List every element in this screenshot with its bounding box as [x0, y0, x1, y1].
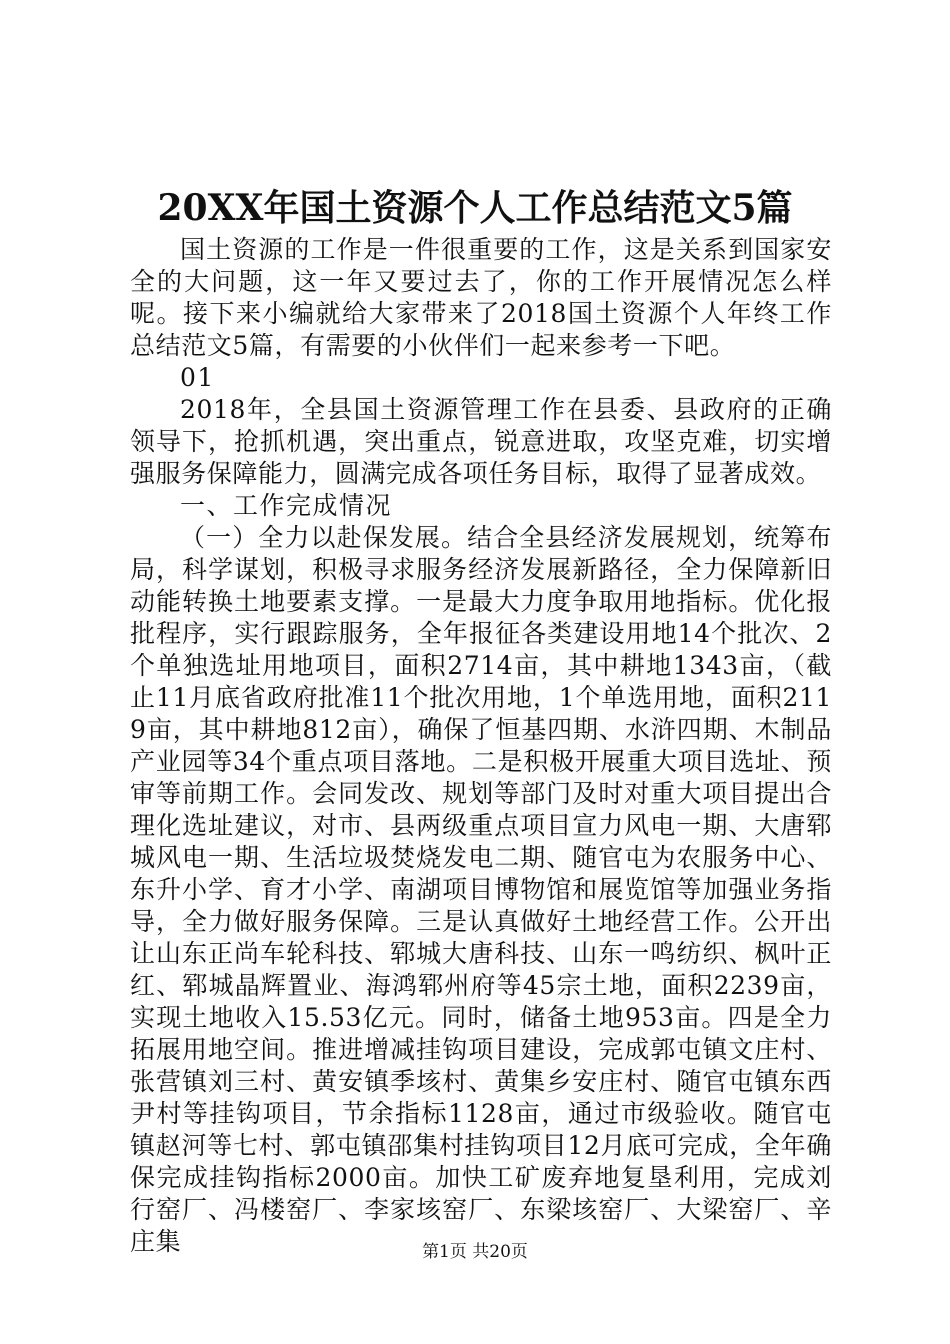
page-footer: 第1页 共20页 — [422, 1242, 528, 1262]
document-body — [130, 234, 832, 1258]
body-paragraph: （一）全力以赴保发展。结合全县经济发展规划，统筹布局，科学谋划，积极寻求服务经济发展新路径，全力保障新旧动能转换土地要素支撑。一是最大力度争取用地指标。优化报批程序，实行跟踪服务，全年报征各类建设用地14个批次、2个单独选址用地项目，面积2714亩，其中耕地1343亩，（截止11月底省政府批准11个批次用地，1个单选用地，面积2119亩，其中耕地812亩），确保了恒基四期、水浒四期、木制品产业园等34个重点项目落地。二是积极开展重大项目选址、预审等前期工作。会同发改、规划等部门及时对重大项目提出合理化选址建议，对市、县两级重点项目宣力风电一期、大唐郓城风电一期、生活垃圾焚烧发电二期、随官屯为农服务中心、东升小学、育才小学、南湖项目博物馆和展览馆等加强业务指导，全力做好服务保障。三是认真做好土地经营工作。公开出让山东正尚车轮科技、郓城大唐科技、山东一鸣纺织、枫叶正红、郓城晶辉置业、海鸿郓州府等45宗土地，面积2239亩，实现土地收入15.53亿元。同时，储备土地953亩。四是全力拓展用地空间。推进增减挂钩项目建设，完成郭屯镇文庄村、张营镇刘三村、黄安镇季垓村、黄集乡安庄村、随官屯镇东西尹村等挂钩项目，节余指标1128亩，通过市级验收。随官屯镇赵河等七村、郭屯镇邵集村挂钩项目12月底可完成，全年确保完成挂钩指标2000亩。加快工矿废弃地复垦利用，完成刘行窑厂、冯楼窑厂、李家垓窑厂、东梁垓窑厂、大梁窑厂、辛庄集 — [130, 523, 832, 1256]
document-title: 20XX年国土资源个人工作总结范文5篇 — [157, 187, 793, 229]
section-heading: 一、工作完成情况 — [180, 491, 393, 520]
section-number: 01 — [180, 363, 215, 392]
intro-paragraph: 国土资源的工作是一件很重要的工作，这是关系到国家安全的大问题，这一年又要过去了，你的工作开展情况怎么样呢。接下来小编就给大家带来了2018国土资源个人年终工作总结范文5篇，有需要的小伙伴们一起来参考一下吧。 — [130, 235, 832, 360]
summary-paragraph: 2018年，全县国土资源管理工作在县委、县政府的正确领导下，抢抓机遇，突出重点，锐意进取，攻坚克难，切实增强服务保障能力，圆满完成各项任务目标，取得了显著成效。 — [130, 395, 832, 488]
